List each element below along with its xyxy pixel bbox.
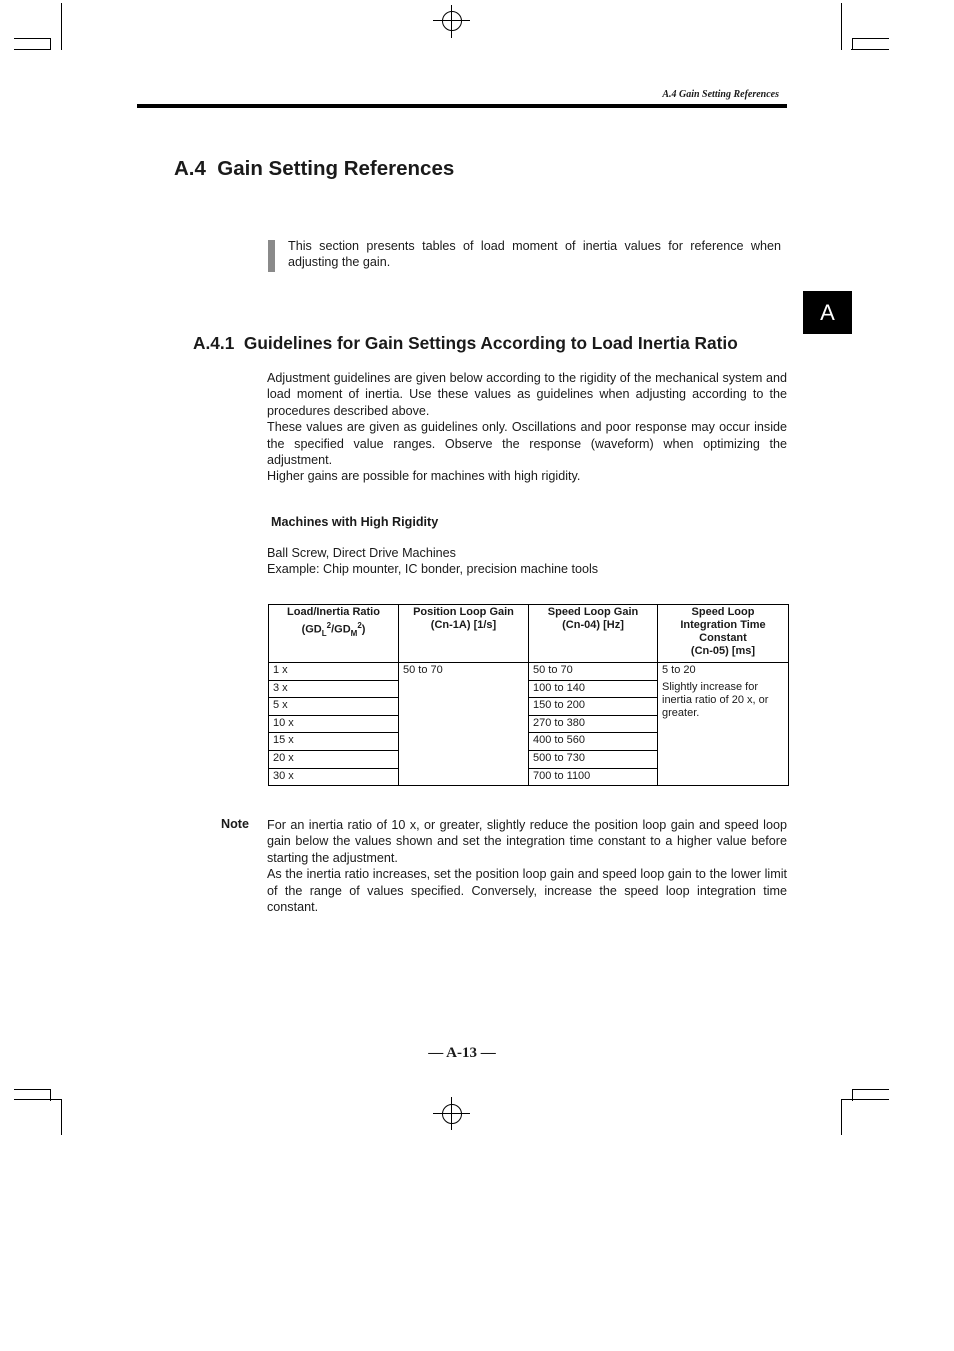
integration-note: Slightly increase for inertia ratio of 20 x, or greater. (662, 681, 769, 719)
appendix-tab: A (803, 291, 852, 334)
header-subscript: M (350, 628, 358, 638)
header-text: (Cn-1A) [1/s] (430, 619, 497, 631)
header-text: Position Loop Gain (413, 606, 514, 618)
header-text: Load/Inertia Ratio (287, 606, 380, 618)
note-paragraph: As the inertia ratio increases, set the position loop gain and speed loop gain to the lower limit of the range of values specified. Conversely, increase the speed loop integration time constant. (267, 867, 787, 915)
machines-line: Example: Chip mounter, IC bonder, precision machine tools (267, 562, 599, 577)
header-rule (137, 104, 787, 108)
body-paragraph: Higher gains are possible for machines with high rigidity. (267, 469, 581, 484)
header-text: ) (361, 623, 366, 636)
header-superscript: 2 (357, 621, 362, 630)
section-title: A.4 Gain Setting References (174, 157, 455, 180)
note-text (267, 817, 787, 915)
header-text: Integration Time (680, 619, 766, 631)
speed-gain-cell: 150 to 200 (529, 698, 658, 716)
intro-text: This section presents tables of load moment of inertia values for reference when adjusting the gain. (288, 239, 781, 269)
ratio-cell: 15 x (269, 733, 399, 751)
body-paragraph: These values are given as guidelines only. Oscillations and poor response may occur inside the specified value ranges. Observe the response (waveform) when optimizing the adjustment. (267, 420, 787, 468)
machines-heading: Machines with High Rigidity (271, 515, 439, 529)
running-header: A.4 Gain Setting References (662, 89, 779, 100)
table-row (269, 663, 789, 681)
ratio-cell: 10 x (269, 715, 399, 733)
gain-table (268, 604, 789, 786)
header-load-inertia-ratio (269, 605, 399, 663)
subsection-title: A.4.1 Guidelines for Gain Settings According to Load Inertia Ratio (193, 333, 738, 353)
note-label: Note (221, 817, 249, 831)
header-text: (Cn-04) [Hz] (562, 619, 624, 631)
integration-value: 5 to 20 (662, 664, 696, 676)
speed-gain-cell: 100 to 140 (529, 680, 658, 698)
integration-cell (658, 663, 789, 786)
position-gain-cell: 50 to 70 (399, 663, 529, 786)
note-paragraph: For an inertia ratio of 10 x, or greater, slightly reduce the position loop gain and speed loop gain below the values shown and set the integration time constant to a higher value before starting the adjustment. (267, 818, 787, 865)
page-number: — A-13 — (428, 1045, 496, 1061)
ratio-cell: 30 x (269, 768, 399, 786)
header-text: Speed Loop (691, 606, 755, 618)
header-integration-time-constant (658, 605, 789, 663)
header-text: Constant (699, 632, 747, 644)
header-text: (Cn-05) [ms] (690, 645, 756, 657)
intro-marker-bar (268, 240, 275, 272)
header-text: /GD (331, 623, 351, 636)
speed-gain-cell: 500 to 730 (529, 750, 658, 768)
header-speed-loop-gain (529, 605, 658, 663)
ratio-cell: 1 x (269, 663, 399, 681)
header-text: Speed Loop Gain (547, 606, 639, 618)
ratio-cell: 3 x (269, 680, 399, 698)
ratio-cell: 20 x (269, 750, 399, 768)
machines-description (267, 545, 598, 578)
body-paragraph: Adjustment guidelines are given below according to the rigidity of the mechanical system and load moment of inertia. Use these values as guidelines when adjusting according to the procedures described above. (267, 371, 787, 418)
speed-gain-cell: 50 to 70 (529, 663, 658, 681)
table-header-row (269, 605, 789, 663)
header-position-loop-gain (399, 605, 529, 663)
header-text: (GD (301, 623, 322, 636)
body-text (267, 370, 787, 485)
ratio-cell: 5 x (269, 698, 399, 716)
speed-gain-cell: 270 to 380 (529, 715, 658, 733)
machines-line: Ball Screw, Direct Drive Machines (267, 546, 456, 560)
speed-gain-cell: 400 to 560 (529, 733, 658, 751)
header-subscript: L (321, 628, 327, 638)
speed-gain-cell: 700 to 1100 (529, 768, 658, 786)
header-superscript: 2 (326, 621, 332, 630)
